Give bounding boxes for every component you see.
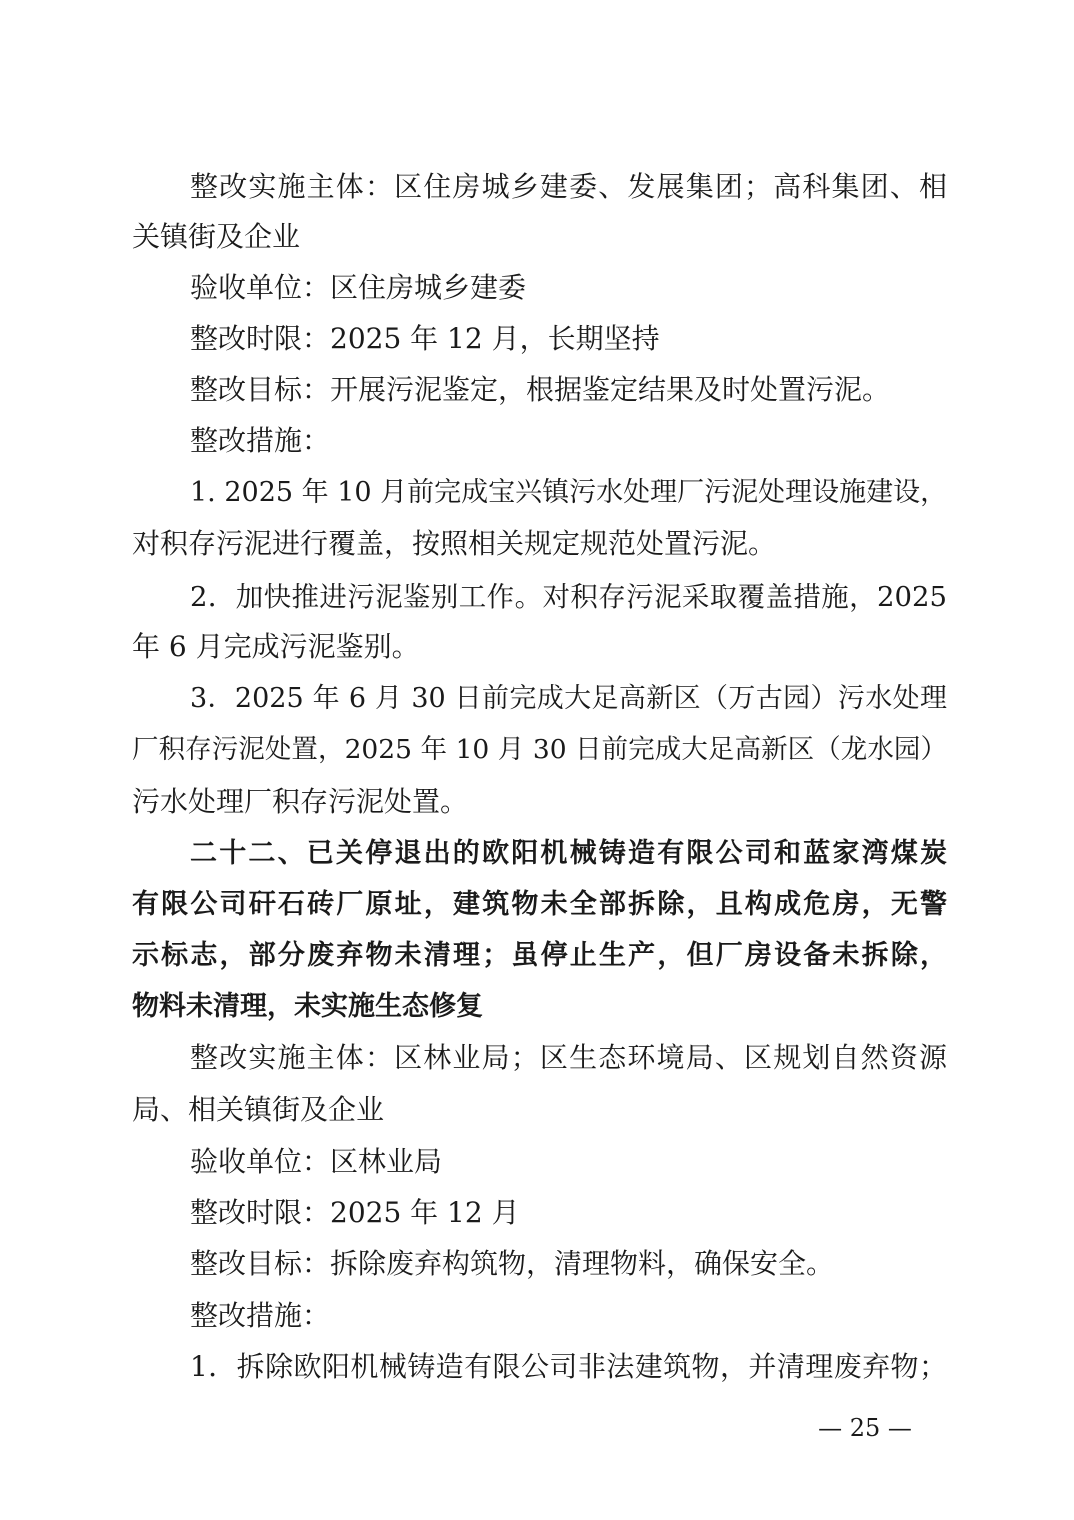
- text-line-acceptance-2: 验收单位：区林业局: [190, 1145, 443, 1178]
- text-line-measure-1-2: 2．加快推进污泥鉴别工作。对积存污泥采取覆盖措施，2025: [190, 581, 947, 613]
- section-heading-22-line-1: 二十二、已关停退出的欧阳机械铸造有限公司和蓝家湾煤炭: [190, 838, 947, 869]
- text-line-goal-2: 整改目标：拆除废弃构筑物，清理物料，确保安全。: [190, 1247, 835, 1280]
- text-line-deadline-1: 整改时限：2025 年 12 月，长期坚持: [190, 322, 660, 355]
- page-number: — 25 —: [818, 1414, 912, 1442]
- text-line-measure-1-1: 1. 2025 年 10 月前完成宝兴镇污水处理厂污泥处理设施建设，: [190, 477, 948, 508]
- text-line-acceptance-1: 验收单位：区住房城乡建委: [190, 271, 527, 304]
- section-heading-22-line-4: 物料未清理，未实施生态修复: [132, 991, 483, 1022]
- text-line-measures-heading-1: 整改措施：: [190, 424, 331, 457]
- text-line-goal-1: 整改目标：开展污泥鉴定，根据鉴定结果及时处置污泥。: [190, 373, 891, 406]
- text-line-measure-1-2-cont: 年 6 月完成污泥鉴别。: [132, 630, 420, 663]
- text-line-measure-1-3: 3．2025 年 6 月 30 日前完成大足高新区（万古园）污水处理: [190, 683, 947, 714]
- text-line-implementer-2-cont: 局、相关镇街及企业: [132, 1093, 385, 1126]
- text-line-measure-2-1: 1．拆除欧阳机械铸造有限公司非法建筑物，并清理废弃物；: [190, 1350, 947, 1383]
- text-line-measures-heading-2: 整改措施：: [190, 1299, 331, 1332]
- text-line-measure-1-1-cont: 对积存污泥进行覆盖，按照相关规定规范处置污泥。: [132, 527, 777, 560]
- text-line-measure-1-3-cont: 厂积存污泥处置，2025 年 10 月 30 日前完成大足高新区（龙水园）: [132, 734, 947, 765]
- text-line-implementer-1-cont: 关镇街及企业: [132, 220, 301, 253]
- text-line-implementer-1: 整改实施主体：区住房城乡建委、发展集团；高科集团、相: [190, 170, 947, 203]
- text-line-deadline-2: 整改时限：2025 年 12 月: [190, 1196, 520, 1229]
- text-line-implementer-2: 整改实施主体：区林业局；区生态环境局、区规划自然资源: [190, 1041, 947, 1074]
- section-heading-22-line-2: 有限公司矸石砖厂原址，建筑物未全部拆除，且构成危房，无警: [132, 889, 947, 920]
- text-line-measure-1-3-end: 污水处理厂积存污泥处置。: [132, 785, 469, 818]
- section-heading-22-line-3: 示标志，部分废弃物未清理；虽停止生产，但厂房设备未拆除，: [132, 940, 947, 971]
